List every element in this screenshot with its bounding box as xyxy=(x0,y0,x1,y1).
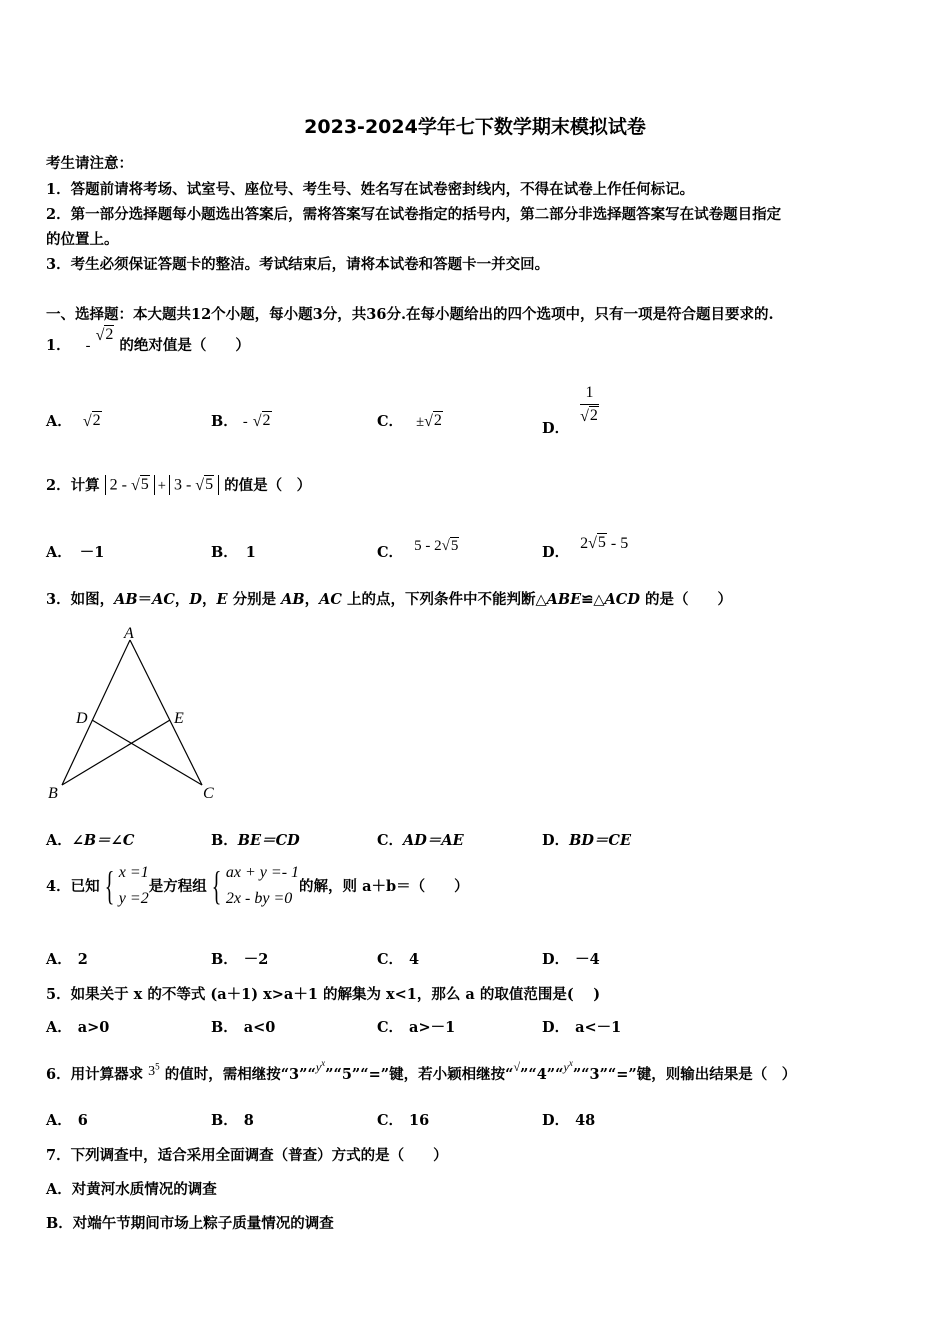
q6-exponent: 5 xyxy=(155,1061,160,1072)
q2-option-d-expr: 2 √ 5 - 5 xyxy=(580,534,629,552)
q2-option-b-label: B． xyxy=(211,544,238,561)
q3-option-c-value: AD＝AE xyxy=(403,832,464,849)
question-1 xyxy=(46,326,250,355)
q4-option-c xyxy=(377,948,419,969)
q1-option-a-sqrt: √ 2 xyxy=(82,412,101,430)
q6-key-x-2: x xyxy=(568,1058,573,1068)
q1-option-c-label: C． xyxy=(377,413,404,430)
q2-option-b-value: 1 xyxy=(245,544,256,561)
question-2 xyxy=(46,474,311,495)
q6-option-b xyxy=(211,1109,254,1130)
q3-text-i: 分别是 xyxy=(227,591,282,608)
segment-be xyxy=(62,720,170,785)
q1-option-b-radicand: 2 xyxy=(262,412,271,430)
q3-option-a-value: ∠B＝∠C xyxy=(71,832,135,849)
page-title: 2023-2024学年七下数学期末模拟试卷 xyxy=(304,116,646,138)
q6-key-sqrt: √ xyxy=(513,1060,521,1074)
q4-option-b-label: B． xyxy=(211,951,238,968)
q6-key-y-1: y xyxy=(315,1060,322,1074)
q3-text-b: AB xyxy=(114,591,138,608)
q5-option-a-label: A． xyxy=(46,1019,72,1036)
label-d: D xyxy=(76,710,88,727)
q6-key-x-1: x xyxy=(321,1058,326,1068)
q2-option-c-radicand: 5 xyxy=(450,537,459,554)
notice-heading: 考生请注意： xyxy=(46,155,133,172)
q1-option-a-radicand: 2 xyxy=(92,412,101,430)
q2-option-d xyxy=(542,534,629,562)
q5-option-d xyxy=(542,1016,621,1037)
q4-system-1-row-2: y =2 xyxy=(118,889,149,907)
q2-abs-2-text: 3 - xyxy=(173,477,192,494)
q6-text-1: 6．用计算器求 xyxy=(46,1066,144,1083)
q5-option-d-value: a<－1 xyxy=(575,1019,622,1036)
q6-key-y-2: y xyxy=(563,1060,569,1074)
q6-option-c-value: 16 xyxy=(409,1112,430,1129)
q6-option-d xyxy=(542,1109,595,1130)
q2-option-d-label: D． xyxy=(542,544,570,561)
q6-option-a-label: A． xyxy=(46,1112,72,1129)
q2-abs-2: 3 - √ 5 xyxy=(169,475,219,495)
q2-abs-1: 2 - √ 5 xyxy=(105,475,155,495)
q3-text-l: AC xyxy=(319,591,342,608)
q1-option-c xyxy=(377,410,443,431)
q3-text-f: D xyxy=(189,591,202,608)
q2-number: 2．计算 xyxy=(46,477,100,494)
q3-option-d-value: BD＝CE xyxy=(569,832,632,849)
q6-option-d-value: 48 xyxy=(575,1112,596,1129)
q1-option-d xyxy=(542,384,599,437)
q3-option-b-label: B． xyxy=(211,832,238,849)
q1-option-c-radicand: 2 xyxy=(433,412,442,430)
q2-option-a-label: A． xyxy=(46,544,72,561)
q4-option-c-label: C． xyxy=(377,951,404,968)
q1-option-b-prefix: - xyxy=(242,414,248,430)
q2-option-c-expr: 5 - 2 √ 5 xyxy=(414,537,459,554)
label-b: B xyxy=(48,785,58,802)
q1-option-a-label: A． xyxy=(46,413,72,430)
q3-text-p: ACD xyxy=(604,591,640,608)
q2-option-b xyxy=(211,541,256,562)
q4-number: 4．已知 xyxy=(46,878,100,896)
q2-text: 的值是（ ） xyxy=(224,477,312,494)
q6-option-c-label: C． xyxy=(377,1112,404,1129)
q1-option-d-num: 1 xyxy=(585,384,594,401)
q1-option-d-frac: 1 √ 2 xyxy=(580,384,598,425)
triangle-figure xyxy=(40,620,230,810)
q3-text-o: ≌△ xyxy=(581,591,605,608)
q1-option-c-sqrt: √ 2 xyxy=(424,412,442,430)
label-a: A xyxy=(124,625,134,642)
q3-text-q: 的是（ ） xyxy=(639,591,732,608)
q1-option-b xyxy=(211,410,272,431)
section-heading: 一、选择题：本大题共12个小题，每小题3分，共36分.在每小题给出的四个选项中，只有一项是符合题目要求的. xyxy=(46,306,774,323)
q7-option-b: B．对端午节期间市场上粽子质量情况的调查 xyxy=(46,1215,334,1232)
q1-option-a xyxy=(46,410,102,431)
q4-option-d-value: －4 xyxy=(575,951,600,968)
q4-system-2-row-1: ax + y =- 1 xyxy=(225,864,300,881)
q2-option-a-value: －1 xyxy=(79,544,105,561)
q6-option-a-value: 6 xyxy=(77,1112,88,1129)
q2-option-d-suffix: - 5 xyxy=(610,535,629,552)
q2-option-d-radicand: 5 xyxy=(597,534,606,552)
q4-option-d-label: D． xyxy=(542,951,570,968)
q4-text: 的解，则 a＋b＝（ ） xyxy=(299,878,469,896)
q4-option-a xyxy=(46,948,88,969)
q1-option-c-prefix: ± xyxy=(416,414,425,430)
q3-option-d xyxy=(542,829,631,850)
q4-option-c-value: 4 xyxy=(409,951,420,968)
question-6 xyxy=(46,1058,797,1084)
q6-text-5: ”“3”“=”键，则输出结果是（ ） xyxy=(572,1066,797,1083)
q6-power xyxy=(148,1061,160,1079)
question-5: 5．如果关于 x 的不等式 (a＋1) x>a＋1 的解集为 x<1，那么 a 的取值范围是( ) xyxy=(46,986,601,1003)
q5-option-a-value: a>0 xyxy=(77,1019,110,1036)
question-3 xyxy=(46,588,732,609)
segment-ab xyxy=(62,640,130,785)
q5-option-d-label: D． xyxy=(542,1019,570,1036)
q6-key-yx-2 xyxy=(563,1060,572,1074)
notice-item-1: 1．答题前请将考场、试室号、座位号、考生号、姓名写在试卷密封线内，不得在试卷上作任何标记。 xyxy=(46,181,695,198)
q3-text-a: 3．如图， xyxy=(46,591,115,608)
q2-option-c-label: C． xyxy=(377,544,404,561)
q5-option-c-value: a>－1 xyxy=(409,1019,456,1036)
q3-text-h: E xyxy=(216,591,228,608)
q3-option-c xyxy=(377,829,464,850)
q3-option-b-value: BE＝CD xyxy=(237,832,300,849)
q3-text-k: ， xyxy=(304,591,320,608)
q3-text-g: ， xyxy=(201,591,217,608)
notice-item-3: 3．考生必须保证答题卡的整洁。考试结束后，请将本试卷和答题卡一并交回。 xyxy=(46,256,550,273)
q2-abs-2-radicand: 5 xyxy=(205,476,214,494)
q6-option-c xyxy=(377,1109,429,1130)
q3-option-b xyxy=(211,829,300,850)
q1-option-b-label: B． xyxy=(211,413,238,430)
q4-option-b xyxy=(211,948,268,969)
q2-option-d-prefix: 2 xyxy=(580,535,589,552)
q2-abs-1-radicand: 5 xyxy=(140,476,149,494)
q6-base: 3 xyxy=(148,1064,156,1079)
q6-option-b-value: 8 xyxy=(243,1112,254,1129)
label-e: E xyxy=(174,710,184,727)
notice-item-2: 2．第一部分选择题每小题选出答案后，需将答案写在试卷指定的括号内，第二部分非选择题答案写在试卷题目指定 xyxy=(46,206,782,223)
question-7: 7．下列调查中，适合采用全面调查（普查）方式的是（ ） xyxy=(46,1147,448,1164)
q5-option-b-value: a<0 xyxy=(243,1019,276,1036)
q4-system-1-row-1: x =1 xyxy=(118,864,149,881)
notice-item-2-cont: 的位置上。 xyxy=(46,231,119,248)
q4-system-2: { ax + y =- 1 2x - by =0 xyxy=(207,860,299,911)
question-4 xyxy=(46,860,469,911)
q2-option-c-prefix: 5 - 2 xyxy=(414,538,442,554)
q1-option-d-radicand: 2 xyxy=(589,407,598,424)
q4-option-d xyxy=(542,948,600,969)
q1-number: 1． xyxy=(46,337,71,354)
q1-sqrt: √ 2 xyxy=(95,326,114,344)
q3-text-c: ＝ xyxy=(137,591,153,608)
q6-key-yx-1 xyxy=(316,1060,325,1074)
q1-option-b-sqrt: √ 2 xyxy=(252,412,271,430)
q3-text-j: AB xyxy=(281,591,305,608)
q4-option-a-value: 2 xyxy=(77,951,88,968)
q3-option-c-label: C． xyxy=(377,832,404,849)
q5-option-a xyxy=(46,1016,109,1037)
q5-option-c-label: C． xyxy=(377,1019,404,1036)
q6-option-d-label: D． xyxy=(542,1112,570,1129)
q2-option-a xyxy=(46,541,104,562)
q6-text-3: ”“5”“=”键，若小颖相继按“ xyxy=(325,1066,514,1083)
q3-option-a-label: A． xyxy=(46,832,72,849)
q6-option-b-label: B． xyxy=(211,1112,238,1129)
q7-option-a: A．对黄河水质情况的调查 xyxy=(46,1181,217,1198)
q2-abs-1-text: 2 - xyxy=(109,477,127,494)
q3-text-e: ， xyxy=(174,591,190,608)
q5-option-b xyxy=(211,1016,275,1037)
label-c: C xyxy=(203,785,214,802)
q3-option-a xyxy=(46,829,134,850)
q1-minus: - xyxy=(85,338,91,354)
q5-option-b-label: B． xyxy=(211,1019,238,1036)
q3-text-d: AC xyxy=(152,591,175,608)
q4-option-b-value: －2 xyxy=(243,951,269,968)
q1-text: 的绝对值是（ ） xyxy=(119,337,250,354)
q1-option-d-label: D． xyxy=(542,419,570,437)
q3-text-m: 上的点，下列条件中不能判断△ xyxy=(341,591,547,608)
q6-text-2: 的值时，需相继按“3”“ xyxy=(164,1066,316,1083)
q2-plus: + xyxy=(157,478,166,494)
q6-text-4: ”“4”“ xyxy=(520,1066,564,1083)
q5-option-c xyxy=(377,1016,455,1037)
q4-system-2-row-2: 2x - by =0 xyxy=(225,889,293,907)
q4-system-1: { x =1 y =2 xyxy=(100,860,149,911)
q1-radicand: 2 xyxy=(105,326,114,344)
q2-option-c xyxy=(377,537,459,562)
q4-mid-text: 是方程组 xyxy=(148,878,207,896)
q6-option-a xyxy=(46,1109,88,1130)
q3-option-d-label: D． xyxy=(542,832,570,849)
q4-option-a-label: A． xyxy=(46,951,72,968)
q3-text-n: ABE xyxy=(546,591,582,608)
